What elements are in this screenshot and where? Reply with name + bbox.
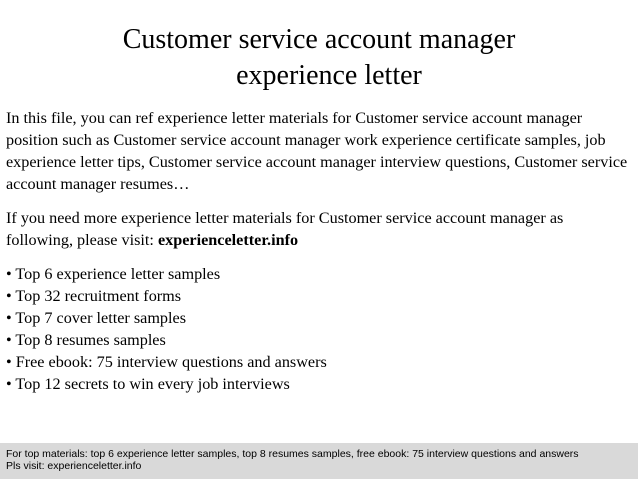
list-item: • Top 7 cover letter samples: [6, 309, 186, 327]
slide-body: [6, 107, 634, 395]
footer-bar: [0, 443, 638, 479]
title-line-2: experience letter: [236, 60, 422, 91]
footer-line-1: For top materials: top 6 experience letter samples, top 8 resumes samples, free ebook: 75 interview questions and answers: [6, 448, 579, 460]
list-item: • Top 32 recruitment forms: [6, 287, 182, 305]
site-link[interactable]: experienceletter.info: [157, 231, 299, 249]
intro-paragraph: In this file, you can ref experience letter materials for Customer service account manager position such as Customer service account manager work experience certificate samples, job experience letter tips, Customer service account manager interview questions, Customer service account manager resumes…: [6, 109, 628, 193]
footer-line-2: Pls visit: experienceletter.info: [6, 460, 142, 472]
list-item: • Top 8 resumes samples: [6, 331, 166, 349]
more-materials-paragraph: [6, 207, 634, 251]
more-materials-text: If you need more experience letter materials for Customer service account manager as following, please visit:: [6, 209, 564, 249]
list-item: • Top 6 experience letter samples: [6, 265, 221, 283]
slide-title: [0, 22, 638, 94]
materials-list: [6, 263, 634, 395]
list-item: • Top 12 secrets to win every job interviews: [6, 375, 290, 393]
title-line-1: Customer service account manager: [122, 24, 516, 55]
list-item: • Free ebook: 75 interview questions and answers: [6, 353, 327, 371]
